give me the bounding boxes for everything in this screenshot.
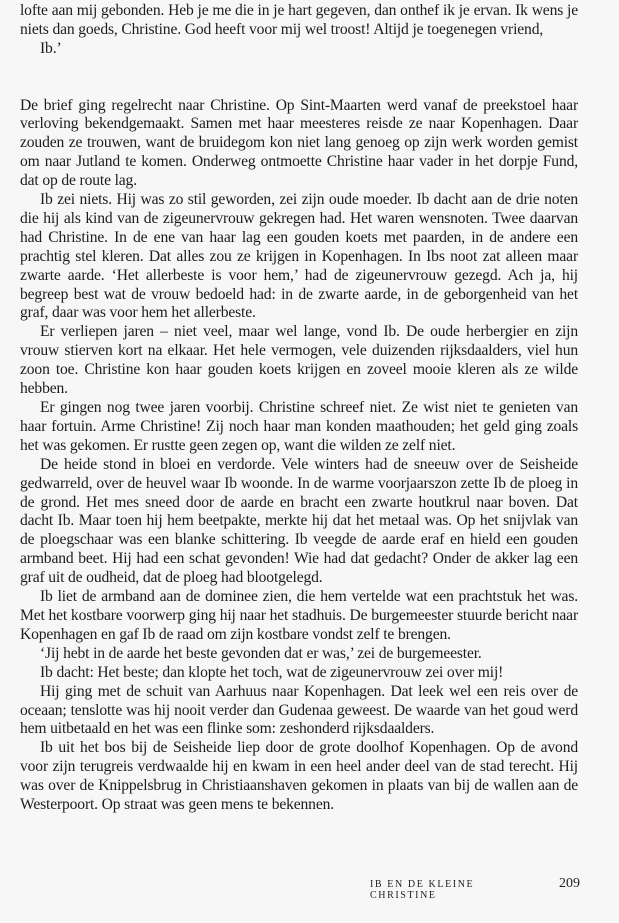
running-title: IB EN DE KLEINE CHRISTINE [370,879,475,901]
paragraph: Ib uit het bos bij de Seisheide liep door de grote doolhof Kopenhagen. Op de avond voor zijn terugreis verdwaalde hij en kwam in een heel ander deel van de stad terecht. Hij was over de Knippelsbrug in Christiaanshaven gekomen in plaats van bij de wallen aan de Westerpoort. Op straat was geen mens te bekennen. [20,739,578,814]
body-text [20,2,578,815]
page-number: 209 [559,876,580,891]
letter-signature: Ib.’ [40,39,62,57]
paragraph: Er gingen nog twee jaren voorbij. Christine schreef niet. Ze wist niet te genieten van haar fortuin. Arme Christine! Zij noch haar man konden maathouden; het geld ging zoals het was gekomen. Er rustte geen zegen op, want die wilden ze zelf niet. [20,399,578,454]
paragraph: Er verliepen jaren – niet veel, maar wel lange, vond Ib. De oude herbergier en zijn vrouw stierven kort na elkaar. Het hele vermogen, vele duizenden rijksdaalders, viel hun zoon toe. Christine kon haar gouden koets krijgen en zoveel mooie kleren als ze wilde hebben. [20,323,578,398]
paragraph: Ib dacht: Het beste; dan klopte het toch, wat de zigeunervrouw zei over mij! [40,663,504,681]
running-footer [370,876,580,901]
paragraph: ‘Jij hebt in de aarde het beste gevonden dat er was,’ zei de burgemeester. [40,644,482,662]
paragraph: Hij ging met de schuit van Aarhuus naar Kopenhagen. Dat leek wel een reis over de oceaan; tenslotte was hij nooit verder dan Gudenaa geweest. De waarde van het goud werd hem uitbetaald en het was een flinke som: zeshonderd rijksdaalders. [20,682,578,738]
paragraph: De brief ging regelrecht naar Christine. Op Sint-Maarten werd vanaf de preekstoel haar verloving bekendgemaakt. Samen met haar meesteres reisde ze naar Kopenhagen. Daar zouden ze trouwen, want de bruidegom kon niet lang genoeg op zijn werk worden gemist om naar Jutland te komen. Onderweg ontmoette Christine haar vader in het dorpje Fund, dat op de route lag. [20,96,578,190]
paragraph: Ib liet de armband aan de dominee zien, die hem vertelde wat een prachtstuk het was. Met het kostbare voorwerp ging hij naar het stadhuis. De burgemeester stuurde bericht naar Kopenhagen en gaf Ib de raad om zijn kostbare vondst zelf te brengen. [20,588,578,643]
paragraph-continuation: lofte aan mij gebonden. Heb je me die in je hart gegeven, dan onthef ik je ervan. Ik wens je niets dan goeds, Christine. God heeft voor mij wel troost! Altijd je toegenegen vriend, [20,2,578,38]
paragraph: Ib zei niets. Hij was zo stil geworden, zei zijn oude moeder. Ib dacht aan de drie noten die hij als kind van de zigeunervrouw gekregen had. Het waren wensnoten. Twee daarvan had Christine. In de ene van haar lag een gouden koets met paarden, in de andere een prachtig stel kleren. Dat alles zou ze krijgen in Kopenhagen. In Ibs noot zat alleen maar zwarte aarde. ‘Het allerbeste is voor hem,’ had de zigeunervrouw gezegd. Ach ja, hij begreep best wat de vrouw bedoeld had: in de zwarte aarde, in de geborgenheid van het graf, daar was voor hem het allerbeste. [20,191,578,322]
paragraph: De heide stond in bloei en verdorde. Vele winters had de sneeuw over de Seisheide gedwarreld, over de heuvel waar Ib woonde. In de warme voorjaarszon zette Ib de ploeg in de grond. Het mes sneed door de aarde en bracht een zwarte houtkrul naar boven. Dat dacht Ib. Maar toen hij hem beetpakte, merkte hij dat het metaal was. Op het snijvlak van de ploegschaar was een blanke schittering. Ib veegde de aarde eraf en hield een gouden armband beet. Hij had een schat gevonden! Wie had dat gedacht? Onder de akker lag een graf uit de oudheid, dat de ploeg had blootgelegd. [20,455,578,587]
